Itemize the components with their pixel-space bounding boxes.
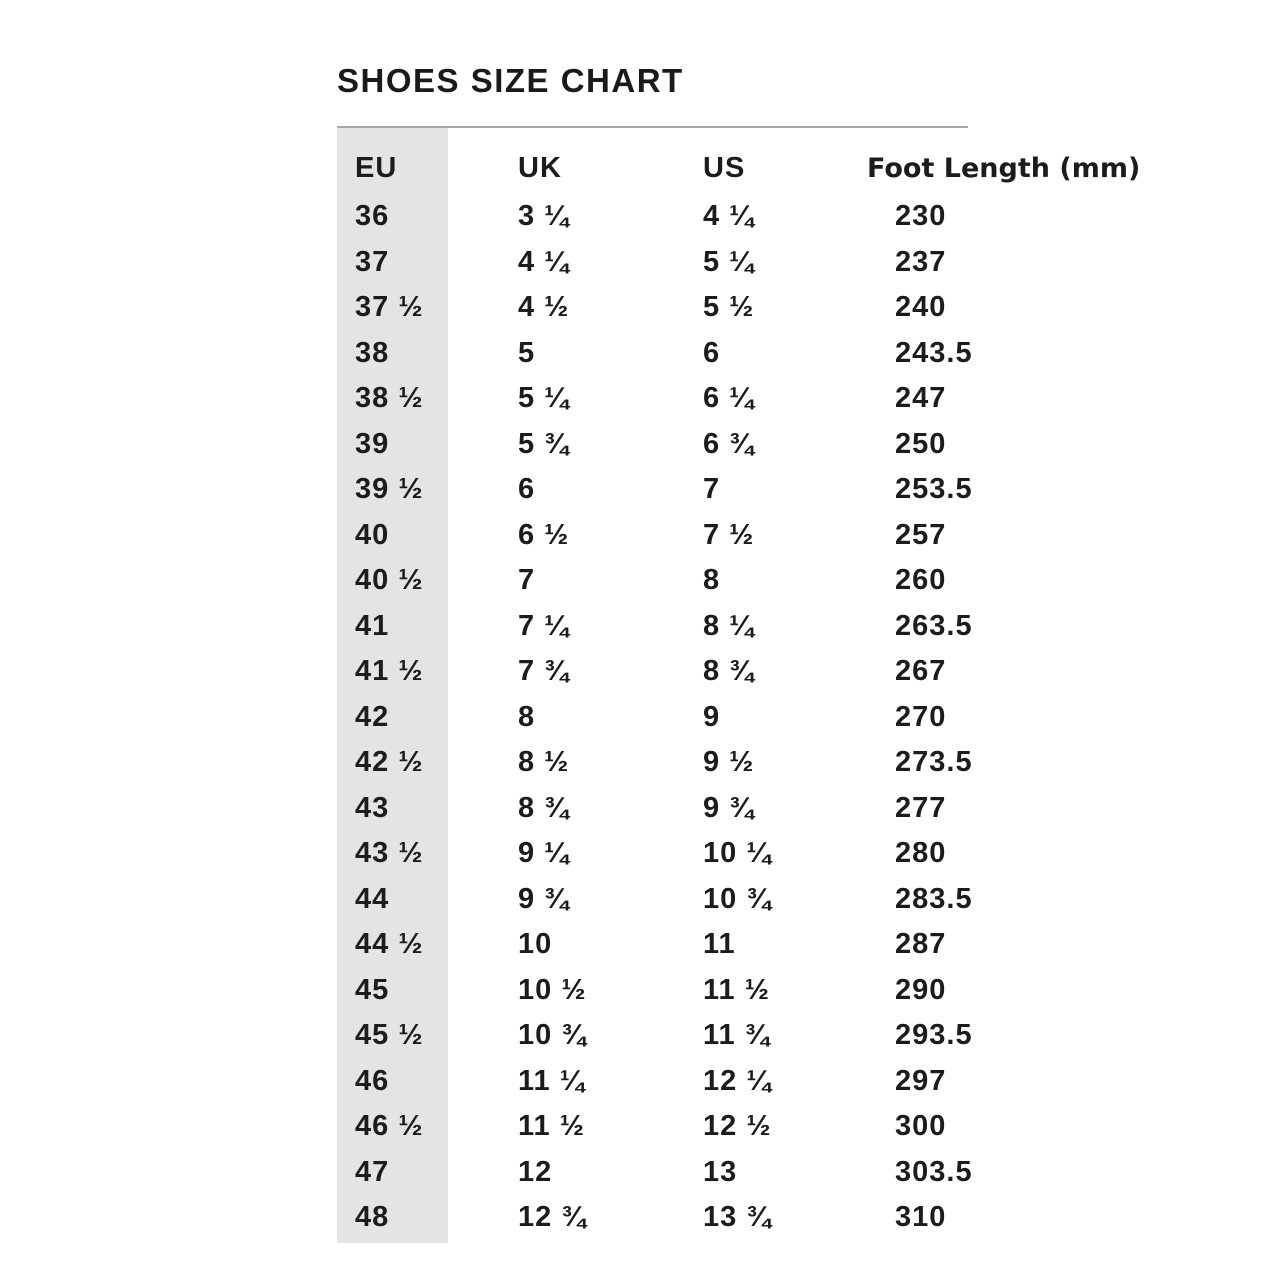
- size-cell-us: 11: [703, 928, 736, 961]
- size-cell-eu: 39: [355, 427, 390, 460]
- size-cell-uk: 11 ¼: [518, 1064, 585, 1097]
- size-cell-eu: 45: [355, 973, 390, 1006]
- size-cell-foot-length: 303.5: [895, 1155, 973, 1188]
- size-cell-us: 10 ¼: [703, 837, 772, 870]
- size-row: [337, 1059, 1114, 1105]
- size-cell-eu: 46 ½: [355, 1110, 424, 1143]
- size-cell-uk: 4 ½: [518, 291, 570, 324]
- size-cell-foot-length: 293.5: [895, 1019, 973, 1052]
- size-cell-us: 7 ½: [703, 518, 755, 551]
- size-cell-us: 6 ¾: [703, 427, 755, 460]
- size-row: [337, 1150, 1114, 1196]
- size-cell-uk: 8 ¾: [518, 791, 570, 824]
- size-cell-eu: 47: [355, 1155, 390, 1188]
- size-cell-foot-length: 230: [895, 200, 947, 233]
- size-cell-foot-length: 287: [895, 928, 947, 961]
- size-cell-us: 5 ½: [703, 291, 755, 324]
- size-cell-uk: 9 ¾: [518, 882, 570, 915]
- size-cell-uk: 11 ½: [518, 1110, 585, 1143]
- size-cell-foot-length: 280: [895, 837, 947, 870]
- header-row: [337, 128, 1114, 194]
- size-cell-uk: 7 ¾: [518, 655, 570, 688]
- size-cell-eu: 40 ½: [355, 564, 424, 597]
- size-row: [337, 376, 1114, 422]
- size-cell-uk: 7: [518, 564, 536, 597]
- size-cell-uk: 8: [518, 700, 536, 733]
- size-cell-foot-length: 257: [895, 518, 947, 551]
- size-row: [337, 968, 1114, 1014]
- size-row: [337, 649, 1114, 695]
- size-cell-us: 12 ¼: [703, 1064, 772, 1097]
- size-cell-eu: 46: [355, 1064, 390, 1097]
- size-cell-eu: 41 ½: [355, 655, 424, 688]
- size-cell-foot-length: 260: [895, 564, 947, 597]
- size-cell-foot-length: 300: [895, 1110, 947, 1143]
- size-cell-foot-length: 247: [895, 382, 947, 415]
- size-row: [337, 331, 1114, 377]
- size-row: [337, 604, 1114, 650]
- size-cell-us: 5 ¼: [703, 245, 755, 278]
- size-cell-foot-length: 297: [895, 1064, 947, 1097]
- col-header-us: US: [703, 151, 746, 184]
- size-cell-eu: 38: [355, 336, 390, 369]
- size-cell-eu: 44 ½: [355, 928, 424, 961]
- size-cell-foot-length: 237: [895, 245, 947, 278]
- size-row: [337, 877, 1114, 923]
- size-cell-foot-length: 253.5: [895, 473, 973, 506]
- size-cell-foot-length: 283.5: [895, 882, 973, 915]
- size-cell-uk: 5: [518, 336, 536, 369]
- size-table-head: [337, 128, 1141, 194]
- size-cell-eu: 36: [355, 200, 390, 233]
- size-row: [337, 285, 1114, 331]
- size-cell-eu: 43 ½: [355, 837, 424, 870]
- size-row: [337, 1195, 1114, 1241]
- size-row: [337, 513, 1114, 559]
- size-cell-uk: 4 ¼: [518, 245, 570, 278]
- size-cell-us: 13 ¾: [703, 1201, 772, 1234]
- size-table-body: [337, 194, 1114, 1241]
- size-cell-us: 7: [703, 473, 721, 506]
- col-header-foot-length: Foot Length (mm): [867, 152, 1141, 184]
- size-cell-eu: 37 ½: [355, 291, 424, 324]
- size-table: [337, 128, 1141, 1241]
- size-cell-foot-length: 270: [895, 700, 947, 733]
- size-cell-uk: 8 ½: [518, 746, 570, 779]
- size-row: [337, 1104, 1114, 1150]
- size-cell-us: 11 ¾: [703, 1019, 770, 1052]
- size-cell-us: 8 ¼: [703, 609, 755, 642]
- size-cell-us: 4 ¼: [703, 200, 755, 233]
- size-cell-foot-length: 290: [895, 973, 947, 1006]
- size-cell-uk: 10 ¾: [518, 1019, 587, 1052]
- size-row: [337, 786, 1114, 832]
- size-row: [337, 467, 1114, 513]
- size-row: [337, 194, 1114, 240]
- size-cell-uk: 5 ¾: [518, 427, 570, 460]
- size-cell-foot-length: 243.5: [895, 336, 973, 369]
- size-cell-us: 6 ¼: [703, 382, 755, 415]
- size-row: [337, 695, 1114, 741]
- size-cell-eu: 43: [355, 791, 390, 824]
- size-cell-us: 6: [703, 336, 721, 369]
- size-cell-foot-length: 277: [895, 791, 947, 824]
- size-cell-us: 9 ¾: [703, 791, 755, 824]
- size-cell-us: 8 ¾: [703, 655, 755, 688]
- size-cell-eu: 48: [355, 1201, 390, 1234]
- size-cell-eu: 45 ½: [355, 1019, 424, 1052]
- size-cell-eu: 42: [355, 700, 390, 733]
- size-cell-us: 9: [703, 700, 721, 733]
- size-cell-eu: 40: [355, 518, 390, 551]
- size-cell-us: 10 ¾: [703, 882, 772, 915]
- size-cell-us: 9 ½: [703, 746, 755, 779]
- size-cell-uk: 10: [518, 928, 553, 961]
- size-cell-uk: 10 ½: [518, 973, 587, 1006]
- size-cell-us: 8: [703, 564, 721, 597]
- size-cell-eu: 37: [355, 245, 390, 278]
- size-cell-eu: 42 ½: [355, 746, 424, 779]
- size-cell-foot-length: 263.5: [895, 609, 973, 642]
- size-row: [337, 558, 1114, 604]
- size-cell-uk: 12: [518, 1155, 553, 1188]
- size-cell-foot-length: 240: [895, 291, 947, 324]
- size-cell-us: 13: [703, 1155, 738, 1188]
- size-cell-eu: 38 ½: [355, 382, 424, 415]
- size-cell-eu: 39 ½: [355, 473, 424, 506]
- col-header-uk: UK: [518, 151, 562, 184]
- size-cell-eu: 44: [355, 882, 390, 915]
- size-cell-foot-length: 267: [895, 655, 947, 688]
- size-cell-uk: 6 ½: [518, 518, 570, 551]
- size-row: [337, 240, 1114, 286]
- size-row: [337, 740, 1114, 786]
- size-row: [337, 922, 1114, 968]
- size-cell-foot-length: 310: [895, 1201, 947, 1234]
- size-row: [337, 831, 1114, 877]
- size-cell-uk: 6: [518, 473, 536, 506]
- page-title: SHOES SIZE CHART: [337, 62, 684, 99]
- size-cell-foot-length: 250: [895, 427, 947, 460]
- size-cell-uk: 12 ¾: [518, 1201, 587, 1234]
- size-cell-us: 12 ½: [703, 1110, 772, 1143]
- size-cell-uk: 5 ¼: [518, 382, 570, 415]
- size-cell-uk: 9 ¼: [518, 837, 570, 870]
- size-row: [337, 1013, 1114, 1059]
- col-header-eu: EU: [355, 151, 398, 184]
- size-cell-uk: 3 ¼: [518, 200, 570, 233]
- size-cell-us: 11 ½: [703, 973, 770, 1006]
- size-cell-uk: 7 ¼: [518, 609, 570, 642]
- size-cell-eu: 41: [355, 609, 390, 642]
- size-cell-foot-length: 273.5: [895, 746, 973, 779]
- size-row: [337, 422, 1114, 468]
